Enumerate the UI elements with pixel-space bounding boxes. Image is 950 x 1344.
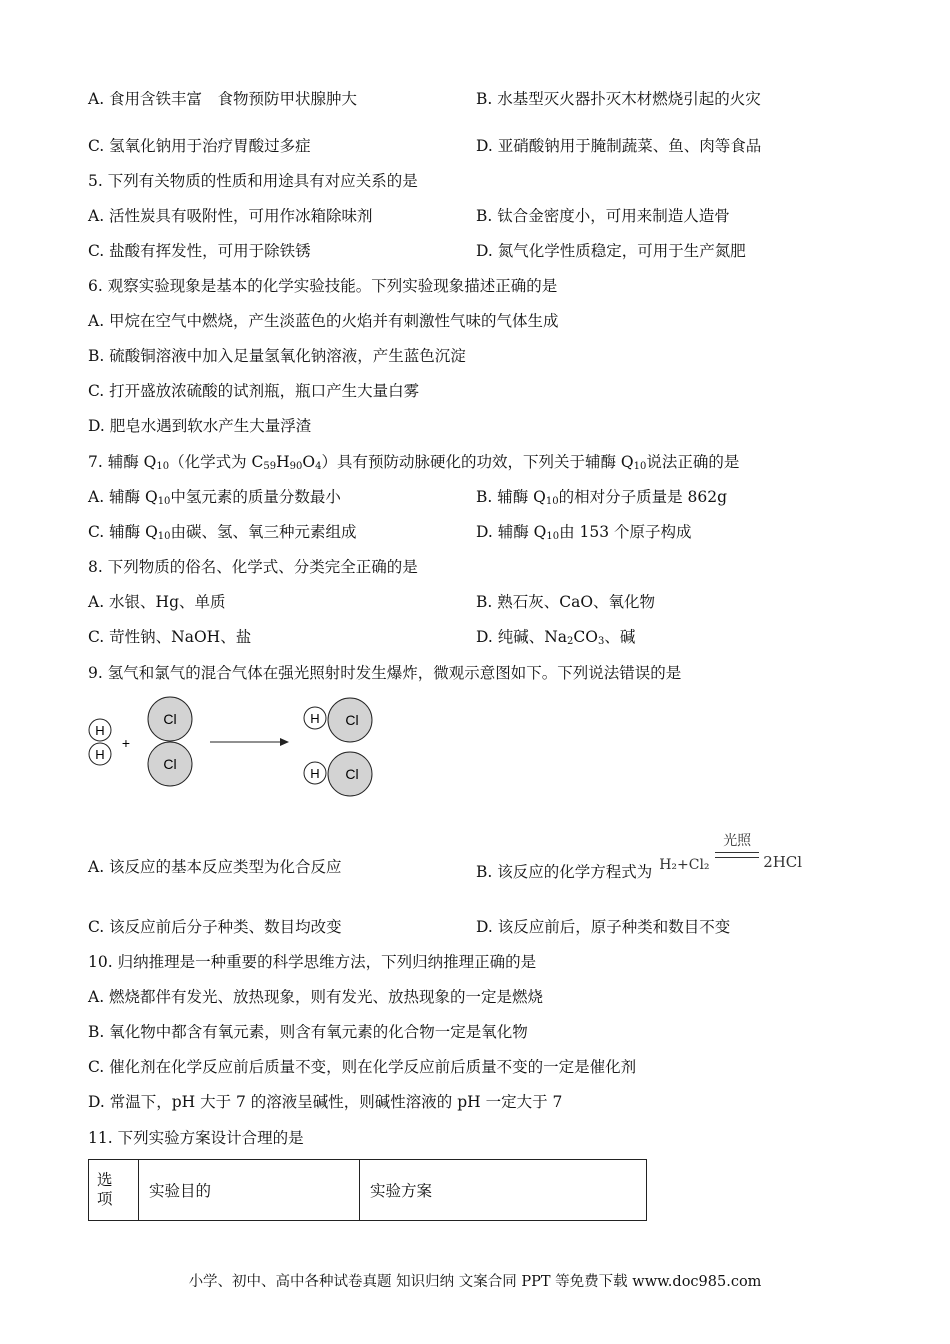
table-header-option: 选 项: [89, 1160, 139, 1221]
q6-option-d: D. 肥皂水遇到软水产生大量浮渣: [88, 417, 312, 435]
q10-stem: 10. 归纳推理是一种重要的科学思维方法，下列归纳推理正确的是: [88, 953, 537, 971]
q7-option-c: C. 辅酶 $Q_{10}$由碳、氢、氧三种元素组成: [88, 523, 357, 542]
svg-text:H: H: [95, 723, 105, 738]
svg-text:H: H: [95, 747, 105, 762]
hcl-molecule-2: [304, 752, 372, 796]
q9-stem: 9. 氢气和氯气的混合气体在强光照射时发生爆炸，微观示意图如下。下列说法错误的是: [88, 664, 682, 682]
q7-option-b: B. 辅酶 $Q_{10}$的相对分子质量是 862g: [476, 488, 728, 507]
reaction-diagram: [86, 692, 386, 804]
q10-option-a: A. 燃烧都伴有发光、放热现象，则有发光、放热现象的一定是燃烧: [88, 988, 544, 1006]
page-footer: 小学、初中、高中各种试卷真题 知识归纳 文案合同 PPT 等免费下载 www.doc985.com: [188, 1274, 762, 1290]
hcl-molecule-1: [304, 698, 372, 742]
table-header-plan: 实验方案: [360, 1160, 647, 1221]
svg-text:H: H: [310, 711, 320, 726]
svg-text:H: H: [310, 766, 320, 781]
q10-option-b: B. 氧化物中都含有氧元素，则含有氧元素的化合物一定是氧化物: [88, 1023, 528, 1041]
q7-option-a: A. 辅酶 $Q_{10}$中氢元素的质量分数最小: [88, 488, 341, 507]
plus-sign: +: [121, 735, 131, 751]
q10-option-d: D. 常温下，pH 大于 7 的溶液呈碱性，则碱性溶液的 pH 一定大于 7: [88, 1093, 563, 1111]
svg-text:Cl: Cl: [163, 756, 177, 772]
q4-option-d: D. 亚硝酸钠用于腌制蔬菜、鱼、肉等食品: [476, 137, 762, 155]
q7-stem: 7. 辅酶 $Q_{10}$（化学式为 $C_{59}H_{90}O_4$）具有预防动脉硬化的功效，下列关于辅酶 $Q_{10}$说法正确的是: [88, 453, 740, 472]
q5-option-b: B. 钛合金密度小，可用来制造人造骨: [476, 207, 730, 225]
q6-stem: 6. 观察实验现象是基本的化学实验技能。下列实验现象描述正确的是: [88, 277, 558, 295]
q4-option-b: B. 水基型灭火器扑灭木材燃烧引起的火灾: [476, 90, 761, 108]
q11-stem: 11. 下列实验方案设计合理的是: [88, 1129, 304, 1147]
q4-option-c: C. 氢氧化钠用于治疗胃酸过多症: [88, 137, 311, 155]
q8-option-b: B. 熟石灰、CaO、氧化物: [476, 593, 656, 611]
q9-option-d: D. 该反应前后，原子种类和数目不变: [476, 918, 731, 936]
cl2-molecule: [148, 697, 192, 786]
q11-table: [88, 1159, 647, 1221]
q9-option-a: A. 该反应的基本反应类型为化合反应: [88, 858, 342, 876]
svg-text:Cl: Cl: [345, 766, 359, 782]
q9-option-b: B. 该反应的化学方程式为 H₂+Cl₂ 光照 2HCl: [476, 857, 807, 882]
reaction-arrow: [210, 738, 289, 746]
q5-stem: 5. 下列有关物质的性质和用途具有对应关系的是: [88, 172, 418, 190]
q6-option-a: A. 甲烷在空气中燃烧，产生淡蓝色的火焰并有刺激性气味的气体生成: [88, 312, 559, 330]
q8-option-c: C. 苛性钠、NaOH、盐: [88, 628, 252, 646]
q10-option-c: C. 催化剂在化学反应前后质量不变，则在化学反应前后质量不变的一定是催化剂: [88, 1058, 637, 1076]
svg-text:Cl: Cl: [163, 711, 177, 727]
table-header-purpose: 实验目的: [139, 1160, 360, 1221]
q8-option-a: A. 水银、Hg、单质: [88, 593, 226, 611]
q6-option-c: C. 打开盛放浓硫酸的试剂瓶，瓶口产生大量白雾: [88, 382, 420, 400]
q4-option-a: A. 食用含铁丰富 食物预防甲状腺肿大: [88, 90, 358, 108]
q8-stem: 8. 下列物质的俗名、化学式、分类完全正确的是: [88, 558, 418, 576]
q6-option-b: B. 硫酸铜溶液中加入足量氢氧化钠溶液，产生蓝色沉淀: [88, 347, 466, 365]
q7-option-d: D. 辅酶 $Q_{10}$由 153 个原子构成: [476, 523, 692, 542]
q5-option-d: D. 氮气化学性质稳定，可用于生产氮肥: [476, 242, 746, 260]
q5-option-a: A. 活性炭具有吸附性，可用作冰箱除味剂: [88, 207, 373, 225]
chemical-equation: H₂+Cl₂ 光照 2HCl: [659, 833, 803, 873]
q5-option-c: C. 盐酸有挥发性，可用于除铁锈: [88, 242, 311, 260]
h2-molecule: [89, 719, 111, 765]
q8-option-d: D. 纯碱、$Na_2CO_3$、碱: [476, 628, 636, 647]
q9-option-c: C. 该反应前后分子种类、数目均改变: [88, 918, 342, 936]
svg-text:Cl: Cl: [345, 712, 359, 728]
table-header-row: [89, 1160, 647, 1221]
